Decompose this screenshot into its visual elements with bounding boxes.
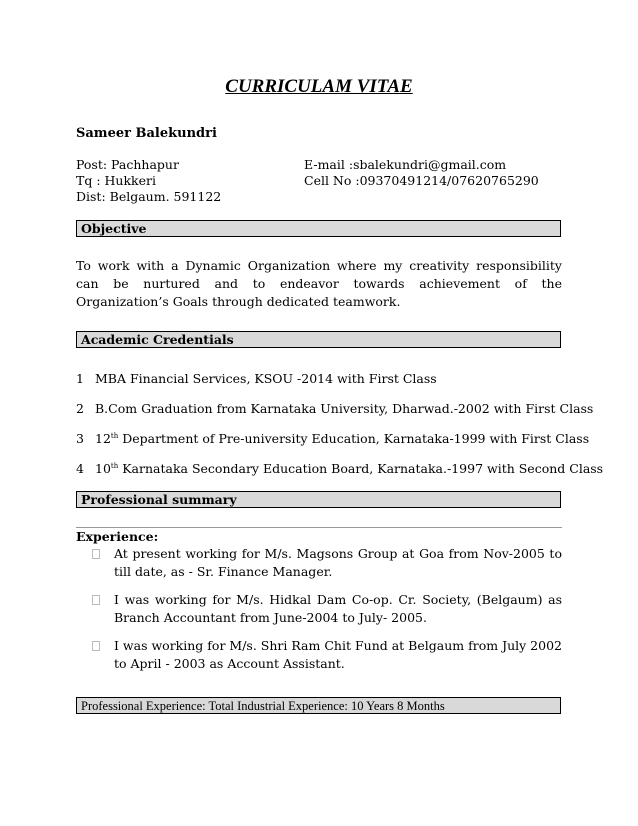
experience-item <box>92 545 562 581</box>
experience-item-text: At present working for M/s. Magsons Group at Goa from Nov-2005 to till date, as - Sr. Finance Manager. <box>114 546 562 579</box>
section-objective-label: Objective <box>81 221 147 236</box>
email-line: E-mail :sbalekundri@gmail.com <box>304 157 507 172</box>
experience-item <box>92 637 562 673</box>
section-professional-experience <box>76 697 561 714</box>
academic-item-grade: 10 <box>95 461 111 476</box>
academic-item <box>76 401 593 416</box>
academic-item <box>76 371 437 386</box>
section-professional-summary <box>76 491 561 508</box>
academic-item-text: B.Com Graduation from Karnataka University, Dharwad.-2002 with First Class <box>95 401 594 416</box>
experience-item-text: I was working for M/s. Hidkal Dam Co-op. Cr. Society, (Belgaum) as Branch Accountant from June-2004 to July- 2005. <box>114 592 562 625</box>
experience-item <box>92 591 562 627</box>
objective-text: To work with a Dynamic Organization where my creativity responsibility can be nurtured and to endeavor towards achievement of the Organization’s Goals through dedicated teamwork. <box>76 258 562 309</box>
experience-heading: Experience: <box>76 529 159 544</box>
phone-line: Cell No :09370491214/07620765290 <box>304 173 539 188</box>
bullet-icon <box>92 549 100 559</box>
divider <box>76 527 562 528</box>
academic-item-suffix: th <box>110 461 119 470</box>
address-tq: Tq : Hukkeri <box>76 173 156 188</box>
academic-item-grade: 12 <box>95 431 111 446</box>
academic-item-number: 3 <box>76 431 84 446</box>
address-post: Post: Pachhapur <box>76 157 179 172</box>
bullet-icon <box>92 641 100 651</box>
academic-item-text: Department of Pre-university Education, Karnataka-1999 with First Class <box>118 431 590 446</box>
candidate-name: Sameer Balekundri <box>76 126 217 141</box>
section-academic-label: Academic Credentials <box>81 332 234 347</box>
academic-item-text: Karnataka Secondary Education Board, Karnataka.-1997 with Second Class <box>118 461 604 476</box>
bullet-icon <box>92 595 100 605</box>
academic-item-suffix: th <box>110 431 119 440</box>
address-dist: Dist: Belgaum. 591122 <box>76 189 222 204</box>
page-title: CURRICULAM VITAE <box>225 76 413 97</box>
section-professional-experience-label: Professional Experience: Total Industrial Experience: 10 Years 8 Months <box>81 699 445 713</box>
section-professional-summary-label: Professional summary <box>81 492 237 507</box>
academic-item <box>76 461 603 476</box>
academic-item-number: 1 <box>76 371 84 386</box>
academic-item-text: MBA Financial Services, KSOU -2014 with First Class <box>95 371 437 386</box>
academic-item-number: 2 <box>76 401 84 416</box>
academic-item <box>76 431 589 446</box>
section-academic <box>76 331 561 348</box>
experience-item-text: I was working for M/s. Shri Ram Chit Fund at Belgaum from July 2002 to April - 2003 as Account Assistant. <box>114 638 562 671</box>
section-objective <box>76 220 561 237</box>
academic-item-number: 4 <box>76 461 84 476</box>
